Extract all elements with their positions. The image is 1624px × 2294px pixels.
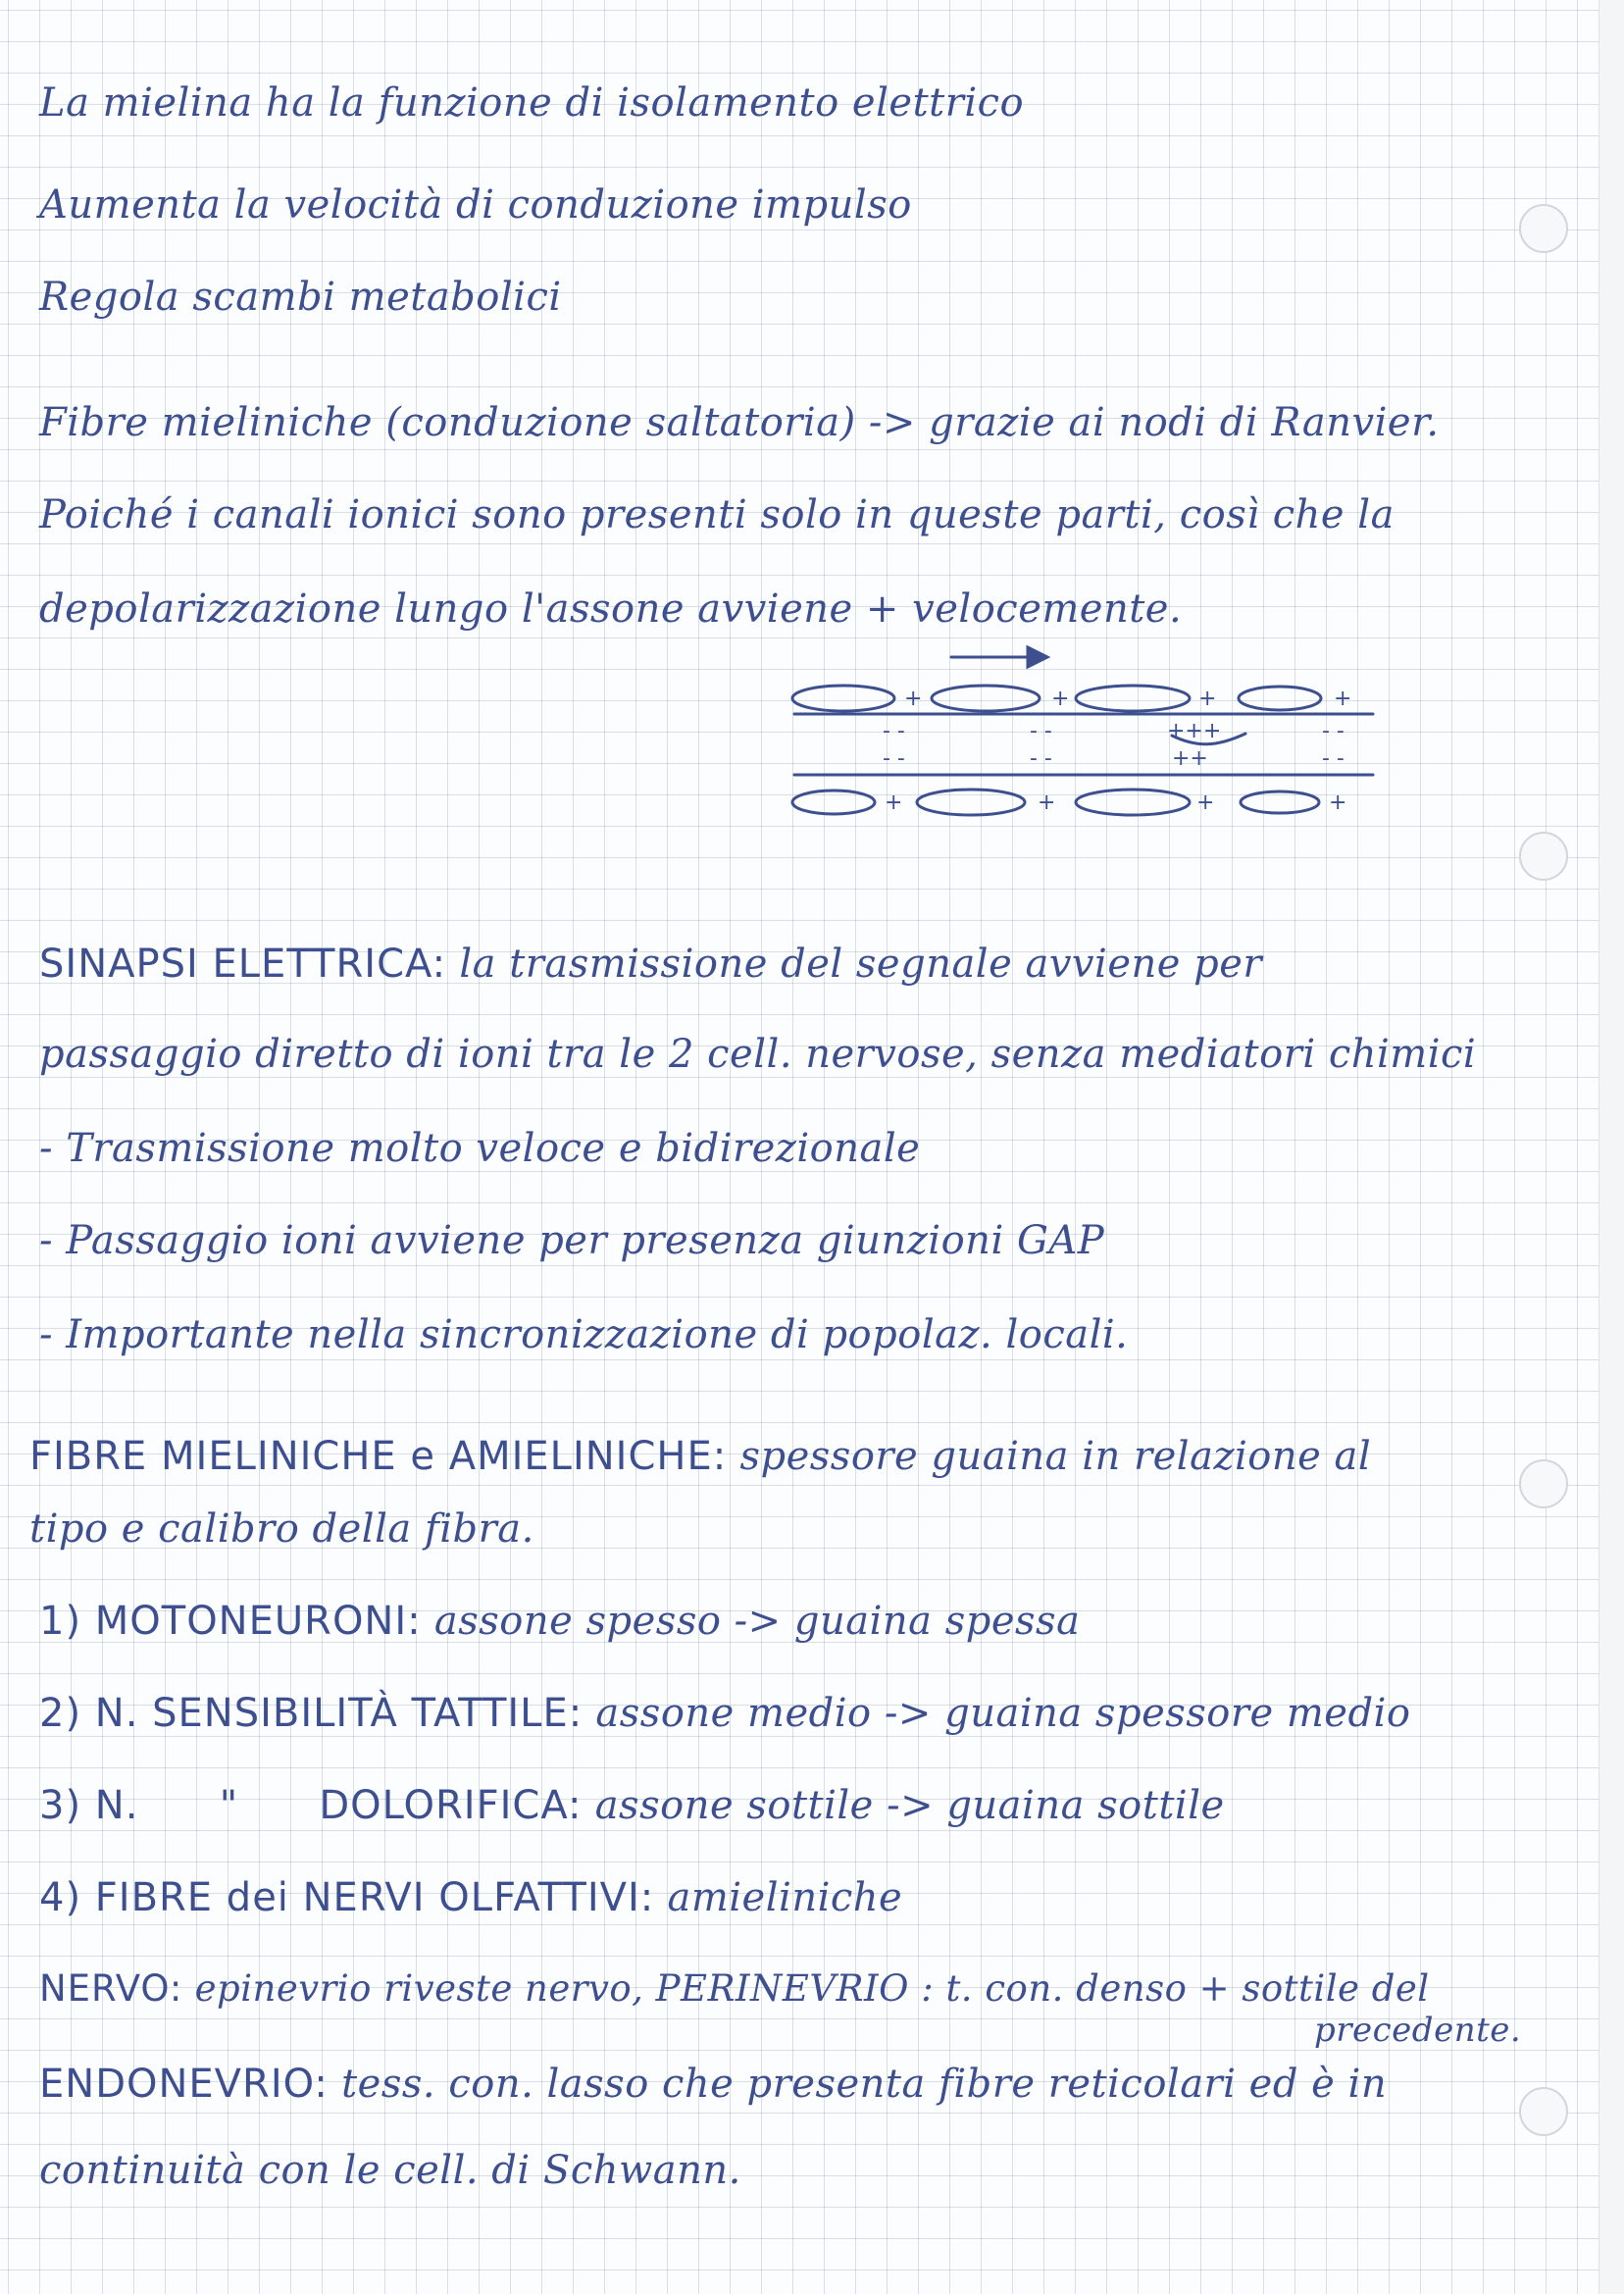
note-line-depolarization: depolarizzazione lungo l'assone avviene + velocemente. (39, 586, 1183, 632)
myelin-segment (1076, 790, 1190, 815)
charge-plus: + (1196, 790, 1215, 815)
note-line-metabolic: Regola scambi metabolici (39, 275, 562, 320)
myelin-segment (917, 790, 1025, 815)
charge-positive: ++ (1172, 746, 1208, 771)
binder-hole (1519, 204, 1568, 253)
sinapsi-title-line (39, 942, 1262, 987)
fibre-item-tattile: 2) N. SENSIBILITÀ TATTILE: assone medio -> guaina spessore medio (39, 1691, 1411, 1736)
fibre-title-line (29, 1434, 1371, 1479)
nervo-line-2: ENDONEVRIO: tess. con. lasso che presenta fibre reticolari ed è in (39, 2062, 1388, 2107)
charge-plus: + (1038, 790, 1056, 815)
charge-plus: + (1329, 790, 1347, 815)
charge-plus: + (1051, 687, 1070, 711)
myelin-segment (792, 686, 894, 711)
nervo-line-1b: precedente. (1314, 2011, 1522, 2050)
charge-plus: + (885, 790, 903, 815)
fibre-line-2: tipo e calibro della fibra. (29, 1506, 534, 1552)
fibre-text: spessore guaina in relazione al (739, 1434, 1372, 1479)
nervo-line-3: continuità con le cell. di Schwann. (39, 2148, 741, 2193)
charge-positive: +++ (1167, 719, 1222, 743)
note-line-conduction-speed: Aumenta la velocità di conduzione impulso (39, 182, 912, 228)
myelin-segment (1241, 791, 1319, 813)
page-edge (1599, 0, 1624, 2294)
fibre-item-dolorifica: 3) N. " DOLORIFICA: assone sottile -> guaina sottile (39, 1783, 1225, 1828)
myelin-segment (932, 686, 1040, 711)
sinapsi-line-2: passaggio diretto di ioni tra le 2 cell. nervose, senza mediatori chimici (39, 1032, 1477, 1077)
myelin-segment (792, 790, 875, 814)
charge-plus: + (1198, 687, 1217, 711)
note-line-myelin-function: La mielina ha la funzione di isolamento elettrico (39, 80, 1025, 126)
charge-minus: - - (1030, 746, 1052, 771)
charge-plus: + (1334, 687, 1352, 711)
direction-arrow-head (1028, 647, 1047, 667)
sinapsi-text: la trasmissione del segnale avviene per (459, 942, 1263, 987)
sinapsi-bullet: - Trasmissione molto veloce e bidirezionale (39, 1126, 921, 1171)
binder-hole (1519, 1459, 1568, 1508)
sinapsi-heading: SINAPSI ELETTRICA: (39, 942, 447, 987)
charge-minus: - - (1030, 719, 1052, 743)
nervo-line-1: NERVO: epinevrio riveste nervo, PERINEVRIO : t. con. denso + sottile del (39, 1967, 1430, 2010)
charge-minus: - - (1322, 719, 1345, 743)
charge-minus: - - (883, 746, 905, 771)
myelin-segment (1076, 686, 1190, 711)
binder-hole (1519, 2087, 1568, 2136)
fibre-item-motoneuroni: 1) MOTONEURONI: assone spesso -> guaina spessa (39, 1599, 1081, 1644)
binder-hole (1519, 832, 1568, 881)
charge-minus: - - (1322, 746, 1345, 771)
sinapsi-bullet: - Passaggio ioni avviene per presenza giunzioni GAP (39, 1218, 1105, 1263)
note-line-saltatory: Fibre mieliniche (conduzione saltatoria) -> grazie ai nodi di Ranvier. (39, 400, 1440, 445)
note-line-ion-channels: Poiché i canali ionici sono presenti solo in queste parti, così che la (39, 492, 1395, 537)
fibre-item-olfattivi: 4) FIBRE dei NERVI OLFATTIVI: amieliniche (39, 1875, 903, 1920)
myelin-segment (1239, 687, 1321, 710)
charge-minus: - - (883, 719, 905, 743)
fibre-heading: FIBRE MIELINICHE e AMIELINICHE: (29, 1434, 728, 1479)
sinapsi-bullet: - Importante nella sincronizzazione di popolaz. locali. (39, 1312, 1129, 1357)
charge-plus: + (904, 687, 923, 711)
saltatory-conduction-diagram (785, 637, 1393, 834)
